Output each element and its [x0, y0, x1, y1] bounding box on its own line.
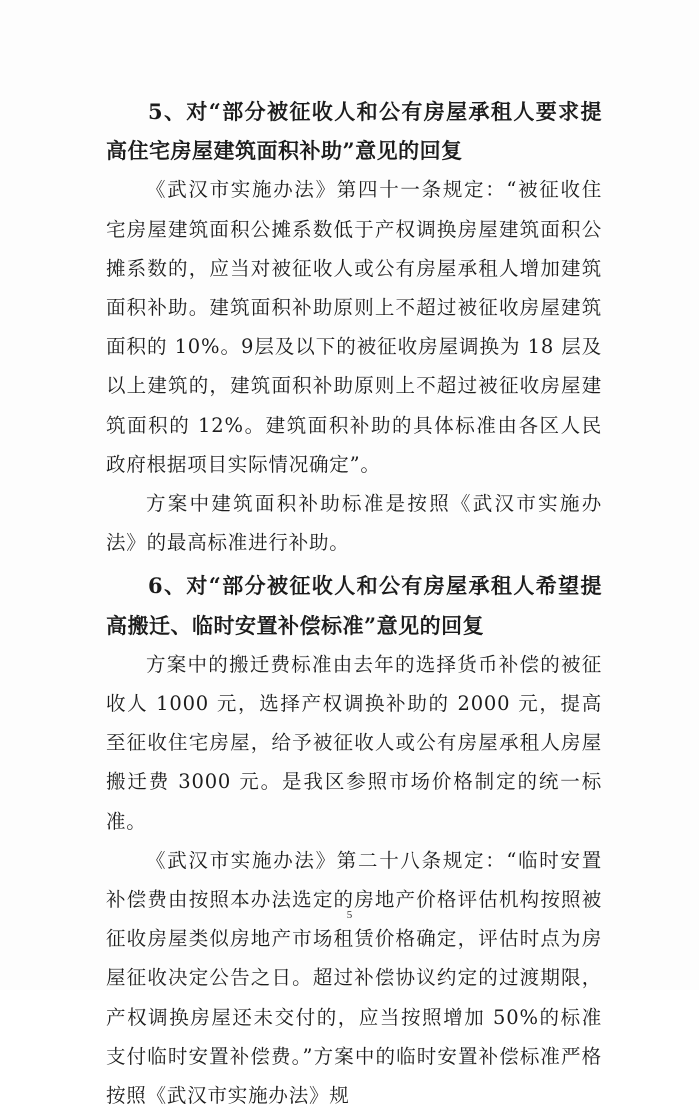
- section-6-paragraph-2: 《武汉市实施办法》第二十八条规定：“临时安置补偿费由按照本办法选定的房地产价格评估机构按照被征收房屋类似房地产市场租赁价格确定，评估时点为房屋征收决定公告之日。超过补偿协议约定的过渡期限，产权调换房屋还未交付的，应当按照增加 50%的标准支付临时安置补偿费。”方案中的临时安置补偿标准严格按照《武汉市实施办法》规: [106, 848, 602, 1108]
- section-6-paragraph-1: 方案中的搬迁费标准由去年的选择货币补偿的被征收人 1000 元，选择产权调换补助的 2000 元，提高至征收住宅房屋，给予被征收人或公有房屋承租人房屋搬迁费 3000 元。是我区参照市场价格制定的统一标准。: [106, 652, 602, 833]
- document-body: [106, 92, 602, 1115]
- page-number: 5: [346, 909, 353, 921]
- section-6-heading: 6、对“部分被征收人和公有房屋承租人希望提高搬迁、临时安置补偿标准”意见的回复: [106, 573, 602, 638]
- section-5-paragraph-1: 《武汉市实施办法》第四十一条规定：“被征收住宅房屋建筑面积公摊系数低于产权调换房屋建筑面积公摊系数的，应当对被征收人或公有房屋承租人增加建筑面积补助。建筑面积补助原则上不超过被征收房屋建筑面积的 10%。9层及以下的被征收房屋调换为 18 层及以上建筑的，建筑面积补助原则上不超过被征收房屋建筑面积的 12%。建筑面积补助的具体标准由各区人民政府根据项目实际情况确定”。: [106, 178, 602, 476]
- section-5-paragraph-2: 方案中建筑面积补助标准是按照《武汉市实施办法》的最高标准进行补助。: [106, 492, 602, 555]
- section-5-heading: 5、对“部分被征收人和公有房屋承租人要求提高住宅房屋建筑面积补助”意见的回复: [106, 99, 602, 164]
